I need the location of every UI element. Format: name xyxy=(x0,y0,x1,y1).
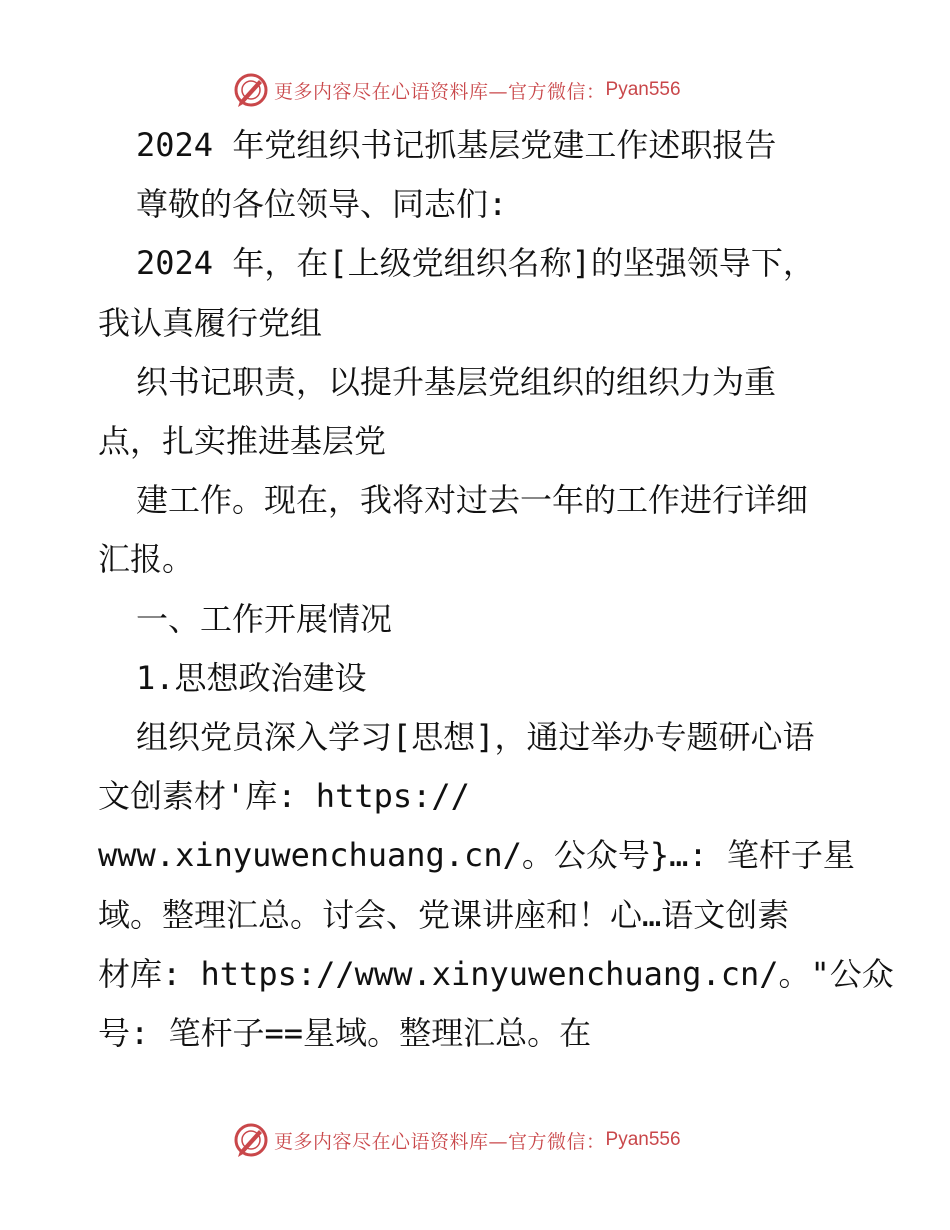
text-line: www.xinyuwenchuang.cn/。公众号}…: 笔杆子星 xyxy=(98,836,855,875)
salutation: 尊敬的各位领导、同志们: xyxy=(136,185,508,224)
pen-logo-icon xyxy=(232,71,270,109)
watermark-wechat-id: Pyan556 xyxy=(605,79,681,100)
subsection-heading: 1.思想政治建设 xyxy=(136,658,367,697)
document-body xyxy=(98,116,894,1063)
watermark-text: 更多内容尽在心语资料库—官方微信： xyxy=(274,80,606,103)
document-title: 2024 年党组织书记抓基层党建工作述职报告 xyxy=(136,126,777,164)
text-line: 我认真履行党组 xyxy=(98,303,323,342)
text-line: 号: 笔杆子==星域。整理汇总。在 xyxy=(98,1014,592,1053)
text-line: 组织党员深入学习[思想]，通过举办专题研心语 xyxy=(136,718,815,757)
text-line: 域。整理汇总。讨会、党课讲座和！心…语文创素 xyxy=(98,895,790,934)
text-line: 建工作。现在，我将对过去一年的工作进行详细 xyxy=(136,481,809,520)
footer-watermark xyxy=(232,1120,681,1160)
text-line: 点，扎实推进基层党 xyxy=(98,422,387,461)
text-line: 2024 年，在[上级党组织名称]的坚强领导下， xyxy=(136,244,815,283)
watermark-text: 更多内容尽在心语资料库—官方微信： xyxy=(274,1130,606,1153)
section-heading: 一、工作开展情况 xyxy=(136,599,393,638)
text-line: 文创素材'库: https:// xyxy=(98,777,470,816)
text-line: 织书记职责，以提升基层党组织的组织力为重 xyxy=(136,362,777,401)
header-watermark xyxy=(232,70,681,110)
text-line: 材库: https://www.xinyuwenchuang.cn/。"公众 xyxy=(98,954,894,993)
pen-logo-icon xyxy=(232,1121,270,1159)
watermark-wechat-id: Pyan556 xyxy=(605,1129,681,1150)
text-line: 汇报。 xyxy=(98,540,195,579)
